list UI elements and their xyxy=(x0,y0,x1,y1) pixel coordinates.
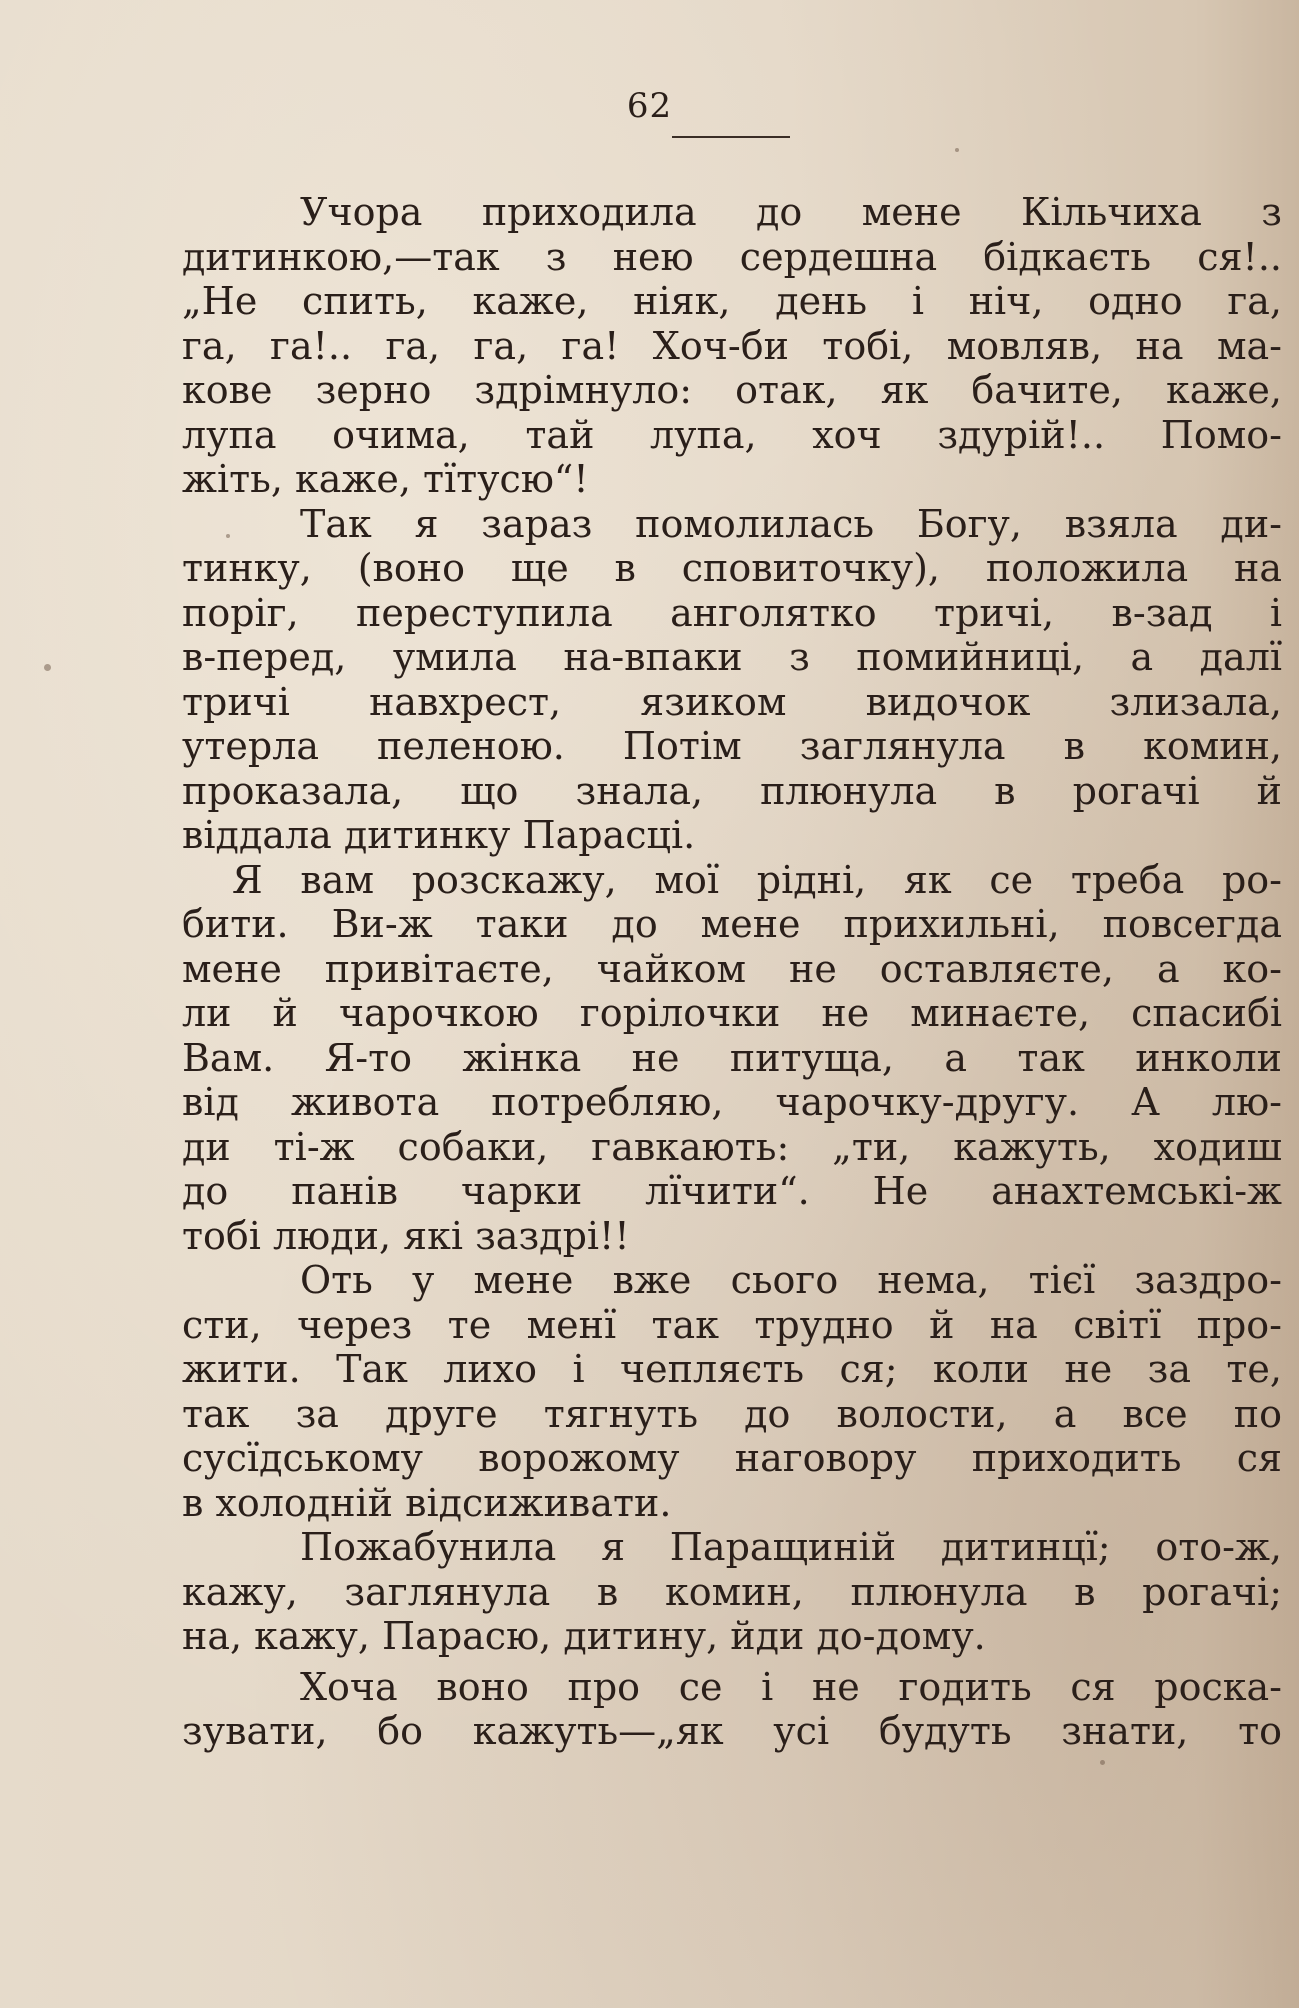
text-line: тричі навхрест, язиком видочок злизала, xyxy=(182,679,1282,724)
text-line: утерла пеленою. Потім заглянула в комин, xyxy=(182,724,1282,768)
text-line: Вам. Я-то жінка не питуща, а так инколи xyxy=(182,1035,1282,1080)
text-line: в холодній відсиживати. xyxy=(182,1480,672,1525)
text-line: кажу, заглянула в комин, плюнула в рогачі; xyxy=(182,1569,1282,1614)
text-line: жити. Так лихо і чепляєть ся; коли не за те, xyxy=(182,1347,1282,1391)
text-line: Так я зараз помолилась Богу, взяла ди- xyxy=(300,501,1282,546)
paper-speck xyxy=(44,664,51,671)
text-line: сти, через те менї так трудно й на світї про- xyxy=(182,1302,1282,1347)
text-line: га, га!.. га, га, га! Хоч-би тобі, мовляв, на ма- xyxy=(182,323,1282,368)
text-line: від живота потребляю, чарочку-другу. А лю- xyxy=(182,1080,1282,1124)
text-line: тобі люди, які заздрі!! xyxy=(182,1213,630,1258)
page-number: 62 xyxy=(626,86,673,126)
body-text xyxy=(182,190,1282,1754)
text-line: мене привітаєте, чайком не оставляєте, а ко- xyxy=(182,946,1282,991)
paper-speck xyxy=(1100,1760,1105,1765)
text-line: жіть, каже, тїтусю“! xyxy=(182,457,589,501)
text-line: бити. Ви-ж таки до мене прихильні, повсегда xyxy=(182,902,1282,946)
page-number-rule xyxy=(672,136,790,138)
text-line: до панів чарки лїчити“. Не анахтемські-ж xyxy=(182,1169,1282,1213)
text-line: „Не спить, каже, ніяк, день і ніч, одно га, xyxy=(182,279,1282,323)
text-line: кове зерно здрімнуло: отак, як бачите, каже, xyxy=(182,368,1282,412)
text-line: тинку, (воно ще в сповиточку), положила на xyxy=(182,546,1282,590)
text-line: проказала, що знала, плюнула в рогачі й xyxy=(182,768,1282,813)
text-line: поріг, переступила анголятко тричі, в-зад і xyxy=(182,590,1282,635)
text-line: Учора приходила до мене Кільчиха з xyxy=(300,190,1282,234)
text-line: Пожабунила я Паращиній дитинцї; ото-ж, xyxy=(300,1525,1282,1569)
text-line: на, кажу, Парасю, дитину, йди до-дому. xyxy=(182,1614,986,1658)
text-line: ди ті-ж собаки, гавкають: „ти, кажуть, ходиш xyxy=(182,1124,1282,1169)
text-line: ли й чарочкою горілочки не минаєте, спасибі xyxy=(182,991,1282,1035)
text-line: Оть у мене вже сього нема, тієї заздро- xyxy=(300,1258,1282,1302)
text-line: Я вам розскажу, мої рідні, як се треба ро- xyxy=(232,857,1282,902)
text-line: віддала дитинку Парасці. xyxy=(182,813,696,857)
text-line: лупа очима, тай лупа, хоч здурій!.. Помо- xyxy=(182,412,1282,457)
text-line: Хоча воно про се і не годить ся роска- xyxy=(300,1664,1282,1709)
text-line: зувати, бо кажуть—„як усі будуть знати, то xyxy=(182,1709,1282,1753)
text-line: так за друге тягнуть до волости, а все по xyxy=(182,1391,1282,1436)
text-line: сусїдському ворожому наговору приходить ся xyxy=(182,1436,1282,1480)
paper-speck xyxy=(226,534,230,538)
paper-speck xyxy=(955,148,959,152)
text-line: в-перед, умила на-впаки з помийниці, а далї xyxy=(182,635,1282,679)
text-line: дитинкою,—так з нею сердешна бідкаєть ся!.. xyxy=(182,234,1282,279)
